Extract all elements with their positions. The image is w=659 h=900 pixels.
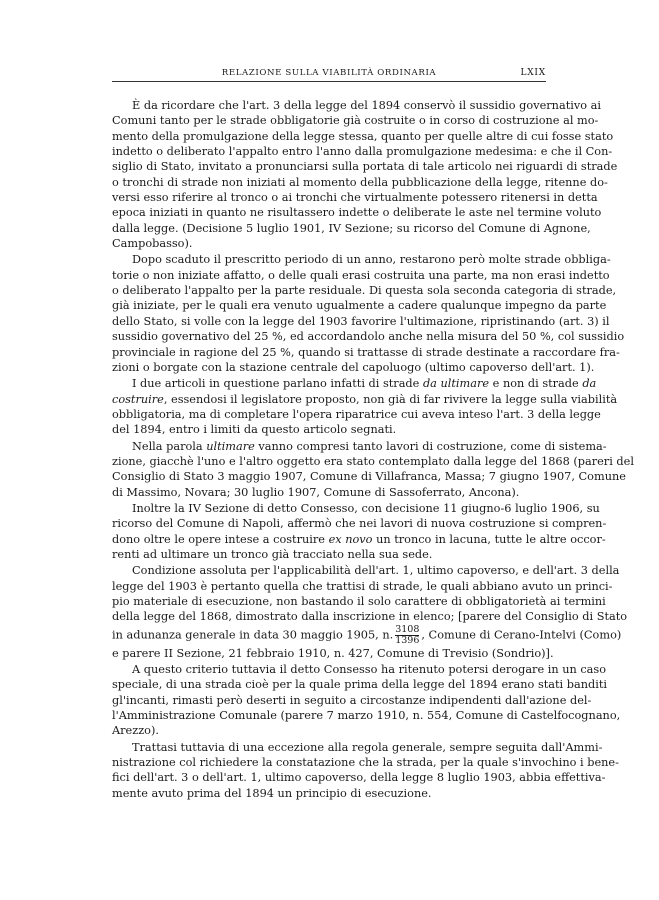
text-line: e parere II Sezione, 21 febbraio 1910, n. 427, Comune di Trevisio (Sondrio)]. [112,646,554,660]
text-line: dalla legge. (Decisione 5 luglio 1901, IV Sezione; su ricorso del Comune di Agnone, [112,221,591,235]
header-rule [112,81,546,82]
paragraph-4 [112,439,634,500]
text-segment: in adunanza generale in data 30 maggio 1905, n. [112,628,394,642]
paragraph-6 [112,563,628,661]
paragraph-3 [112,376,618,437]
italic-term: ultimare [206,439,255,453]
text-line [112,532,606,547]
body-text [112,98,634,802]
text-line: renti ad ultimare un tronco già tracciato nella sua sede. [112,547,433,561]
text-segment: dono oltre le opere intese a costruire [112,532,329,546]
paragraph-2 [112,252,625,375]
text-line [112,376,597,391]
page-header [112,68,546,82]
italic-term: da [582,377,597,391]
paragraph-5 [112,501,607,562]
text-line: della legge del 1868, dimostrato dalla inscrizione in elenco; [parere del Consiglio di Stato [112,610,628,624]
text-line: A questo criterio tuttavia il detto Consesso ha ritenuto potersi derogare in un caso [132,663,607,677]
text-line: mente avuto prima del 1894 un principio di esecuzione. [112,786,432,800]
text-line: nistrazione col richiedere la constatazione che la strada, per la quale s'invochino i bene- [112,756,619,770]
text-line: torie o non iniziate affatto, o delle quali erasi costruita una parte, ma non erasi indetto [112,268,610,282]
text-line: l'Amministrazione Comunale (parere 7 marzo 1910, n. 554, Comune di Castelfocognano, [112,709,621,723]
text-line: indetto o deliberato l'appalto entro l'anno dalla promulgazione medesima: e che il Con- [112,145,613,159]
italic-term: ex novo [328,532,373,546]
fraction-denominator: 1396 [395,634,420,646]
text-segment: vanno compresi tanto lavori di costruzione, come di sistema- [254,439,607,453]
text-line: Consiglio di Stato 3 maggio 1907, Comune di Villafranca, Massa; 7 giugno 1907, Comune [112,470,626,484]
fraction-numerator: 3108 [395,623,420,635]
text-line: del 1894, entro i limiti da questo articolo segnati. [112,423,397,437]
text-segment: un tronco in lacuna, tutte le altre occor- [372,532,606,546]
running-title: RELAZIONE SULLA VIABILITÀ ORDINARIA [221,68,437,78]
text-line: Condizione assoluta per l'applicabilità dell'art. 1, ultimo capoverso, e dell'art. 3 della [132,564,620,578]
italic-term: da ultimare [422,377,490,391]
text-line: Inoltre la IV Sezione di detto Consesso, con decisione 11 giugno-6 luglio 1906, su [132,501,600,515]
italic-term: costruire [112,392,164,406]
paragraph-1 [112,98,618,251]
text-line: siglio di Stato, invitato a pronunciarsi sulla portata di tale articolo nei riguardi di strade [112,160,618,174]
text-segment: I due articoli in questione parlano infatti di strade [132,377,423,391]
text-line [112,623,622,646]
text-line: obbligatoria, ma di completare l'opera riparatrice cui aveva inteso l'art. 3 della legge [112,407,601,421]
paragraph-7 [112,662,621,739]
text-line: epoca iniziati in quanto ne risultassero indette o deliberate le aste nel termine voluto [112,206,602,220]
text-line: Comuni tanto per le strade obbligatorie già costruite o in corso di costruzione al mo- [112,114,599,128]
page-number: LXIX [520,68,546,78]
text-line: fici dell'art. 3 o dell'art. 1, ultimo capoverso, della legge 8 luglio 1903, abbia effettiva- [112,771,606,785]
text-line: di Massimo, Novara; 30 luglio 1907, Comune di Sassoferrato, Ancona). [112,485,520,499]
text-line: speciale, di una strada cioè per la quale prima della legge del 1894 erano stati banditi [112,678,608,692]
text-line: provinciale in ragione del 25 %, quando si trattasse di strade destinate a raccordare fra- [112,345,620,359]
text-line: sussidio governativo del 25 %, ed accordandolo anche nella misura del 50 %, col sussidio [112,330,625,344]
text-line: zioni o borgate con la stazione centrale del capoluogo (ultimo capoverso dell'art. 1). [112,360,595,374]
text-line: pio materiale di esecuzione, non bastando il solo carattere di obbligatorietà ai termini [112,595,606,608]
text-line [112,439,607,454]
text-segment: Nella parola [132,439,207,453]
text-line: Trattasi tuttavia di una eccezione alla regola generale, sempre seguita dall'Ammi- [132,740,603,754]
fraction [395,625,419,646]
text-line: dello Stato, si volle con la legge del 1903 favorire l'ultimazione, ripristinando (art. 3) il [112,314,610,328]
text-line: Arezzo). [112,724,159,738]
text-line: È da ricordare che l'art. 3 della legge del 1894 conservò il sussidio governativo ai [132,99,601,112]
text-line: legge del 1903 è pertanto quella che trattisi di strade, le quali abbiano avuto un princi- [112,579,613,593]
text-line: ricorso del Comune di Napoli, affermò che nei lavori di nuova costruzione si compren- [112,517,607,531]
text-line: Dopo scaduto il prescritto periodo di un anno, restarono però molte strade obbliga- [132,253,611,267]
text-segment: , essendosi il legislatore proposto, non già di far rivivere la legge sulla viabilità [163,392,618,406]
text-line: gl'incanti, rimasti però deserti in seguito a circostanze indipendenti dall'azione del- [112,693,592,707]
text-segment: e non di strade [489,377,583,391]
text-line: versi esso riferire al tronco o ai tronchi che virtualmente potessero ritenersi in detta [112,191,598,205]
text-line: zione, giacchè l'uno e l'altro oggetto era stato contemplato dalla legge del 1868 (pareri del [112,454,634,468]
text-line: già iniziate, per le quali era venuto ugualmente a cadere qualunque impegno da parte [112,299,607,313]
text-line: o deliberato l'appalto per la parte residuale. Di questa sola seconda categoria di strade, [112,284,617,298]
text-segment: , Comune di Cerano-Intelvi (Como) [421,628,622,642]
paragraph-8 [112,740,619,801]
text-line: mento della promulgazione della legge stessa, quanto per quelle altre di cui fosse stato [112,129,614,143]
text-line: o tronchi di strade non iniziati al momento della pubblicazione della legge, ritenne do- [112,175,608,189]
text-line: Campobasso). [112,237,193,251]
text-line [112,392,618,407]
